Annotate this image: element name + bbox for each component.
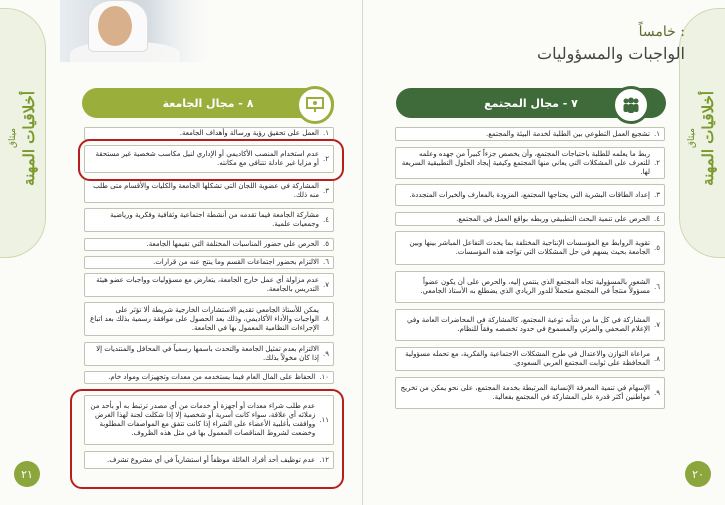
section-heading-text: ٧ - مجال المجتمع xyxy=(484,96,578,110)
list-item: ١٠. الحفاظ على المال العام فيما يستخدمه من معدات وتجهيزات ومواد خام. xyxy=(84,371,334,384)
chapter-number: خامساً : xyxy=(638,24,685,40)
left-side-tab xyxy=(0,8,46,258)
list-item: ٧. المشاركة في كل ما من شأنه توعية المجتمع، كالمشاركة في المحاضرات العامة وفي الإعلام الصحفي والمرئي والمسموع في حدود تخصصه وفقاً للنظام. xyxy=(395,309,665,341)
list-item: ٣. إعداد الطاقات البشرية التي يحتاجها المجتمع، المزودة بالمعارف والخبرات المتجددة. xyxy=(395,184,665,206)
list-item: ٩. الالتزام بعدم تمثيل الجامعة والتحدث باسمها رسمياً في المحافل والمنتديات إلا إذا كان مخولاً بذلك. xyxy=(84,342,334,366)
list-item: ٨. يمكن للأستاذ الجامعي تقديم الاستشارات الخارجية شريطة ألا تؤثر على الواجبات والأداء الأكاديمي، وذلك بعد الحصول على موافقة رسمية بذلك بعد اتباع الإجراءات النظامية المعمول بها في الجامعة. xyxy=(84,302,334,336)
people-group-icon xyxy=(612,86,650,124)
list-item: ٩. الإسهام في تنمية المعرفة الإنسانية المرتبطة بخدمة المجتمع، على نحو يمكن من تخريج مواطنين أكثر قدرة على المشاركة في المجتمع بفعالية. xyxy=(395,377,665,409)
list-item: ٧. عدم مزاولة أي عمل خارج الجامعة، يتعارض مع مسؤوليات وواجبات عضو هيئة التدريس بالجامعة. xyxy=(84,273,334,297)
list-item: ٣. المشاركة في عضوية اللجان التي تشكلها الجامعة والكليات والأقسام متى طلب منه ذلك. xyxy=(84,179,334,203)
list-item: ٢. عدم استخدام المنصب الأكاديمي أو الإداري لنيل مكاسب شخصية غير مستحقة أو مزايا غير عادلة تتنافى مع مكانته. xyxy=(84,145,334,173)
brand-title: أخلاقيات المهنة xyxy=(699,90,717,186)
list-item: ٥. تقوية الروابط مع المؤسسات الإنتاجية المختلفة بما يحدث التفاعل المباشر بينها وبين الجامعة بحيث يسهم في حل المشكلات التي تواجه هذه المؤسسات. xyxy=(395,231,665,265)
list-item: ٨. مراعاة التوازن والاعتدال في طرح المشكلات الاجتماعية والفكرية، مع تحمله مسؤولية المحافظة على ثوابت المجتمع العربي السعودي. xyxy=(395,347,665,371)
list-item: ١١. عدم طلب شراء معدات أو أجهزة أو خدمات من أي مصدر ترتبط به أو بأحد من زملائه أي علاقة، سواء كانت أسرية أو شخصية إلا إذا شكلت لجنة لهذا الغرض ووافقت بأغلبية الأعضاء على الشراء إذا كانت تتفق مع المواصفات المطلوبة وخضعت لشروط المناقصات المعمول بها في مثل هذه الظروف. xyxy=(84,395,334,445)
list-item: ١. العمل على تحقيق رؤية ورسالة وأهداف الجامعة. xyxy=(84,127,334,140)
presentation-icon xyxy=(296,86,334,124)
list-item: ٤. مشاركة الجامعة فيما تقدمه من أنشطة اجتماعية وثقافية وفكرية ورياضية وجمعيات علمية. xyxy=(84,208,334,232)
brand-vertical xyxy=(0,38,46,238)
list-item: ١٢. عدم توظيف أحد أفراد العائلة موظفاً أو استشارياً في أي مشروع تشرف. xyxy=(84,451,334,469)
brand-small: ميثاق xyxy=(8,128,18,148)
brand-title: أخلاقيات المهنة xyxy=(20,90,38,186)
header-photo xyxy=(60,0,210,62)
chapter-title: الواجبات والمسؤوليات xyxy=(537,44,685,63)
list-item: ٢. ربط ما يعلمه للطلبة باحتياجات المجتمع، وأن يخصص جزءاً كبيراً من جهده وعلمه للتعرف على المشكلات التي يعاني منها المجتمع وكيفية إيجاد الحلول التطبيقية السريعة لها. xyxy=(395,147,665,179)
highlight-ring xyxy=(70,389,344,489)
section-heading-text: ٨ - مجال الجامعة xyxy=(162,96,254,110)
list-item: ٤. الحرص على تنمية البحث التطبيقي وربطه بواقع العمل في المجتمع. xyxy=(395,212,665,226)
list-item: ١. تشجيع العمل التطوعي بين الطلبة لخدمة البيئة والمجتمع. xyxy=(395,127,665,141)
page-number-left: ٢١ xyxy=(14,461,40,487)
list-item: ٦. الالتزام بحضور اجتماعات القسم وما ينتج عنه من قرارات. xyxy=(84,256,334,269)
list-item: ٥. الحرص على حضور المناسبات المختلفة التي تقيمها الجامعة. xyxy=(84,238,334,251)
right-side-tab xyxy=(679,8,725,258)
page-number-right: ٢٠ xyxy=(685,461,711,487)
highlight-ring xyxy=(78,139,344,181)
brand-small: ميثاق xyxy=(687,128,697,148)
brand-vertical xyxy=(679,38,725,238)
list-item: ٦. الشعور بالمسؤولية تجاه المجتمع الذي ينتمي إليه، والحرص على أن يكون عضواً مسؤولاً منتجاً في المجتمع متحملاً للدور الريادي الذي يضطلع به الأستاذ الجامعي. xyxy=(395,271,665,303)
